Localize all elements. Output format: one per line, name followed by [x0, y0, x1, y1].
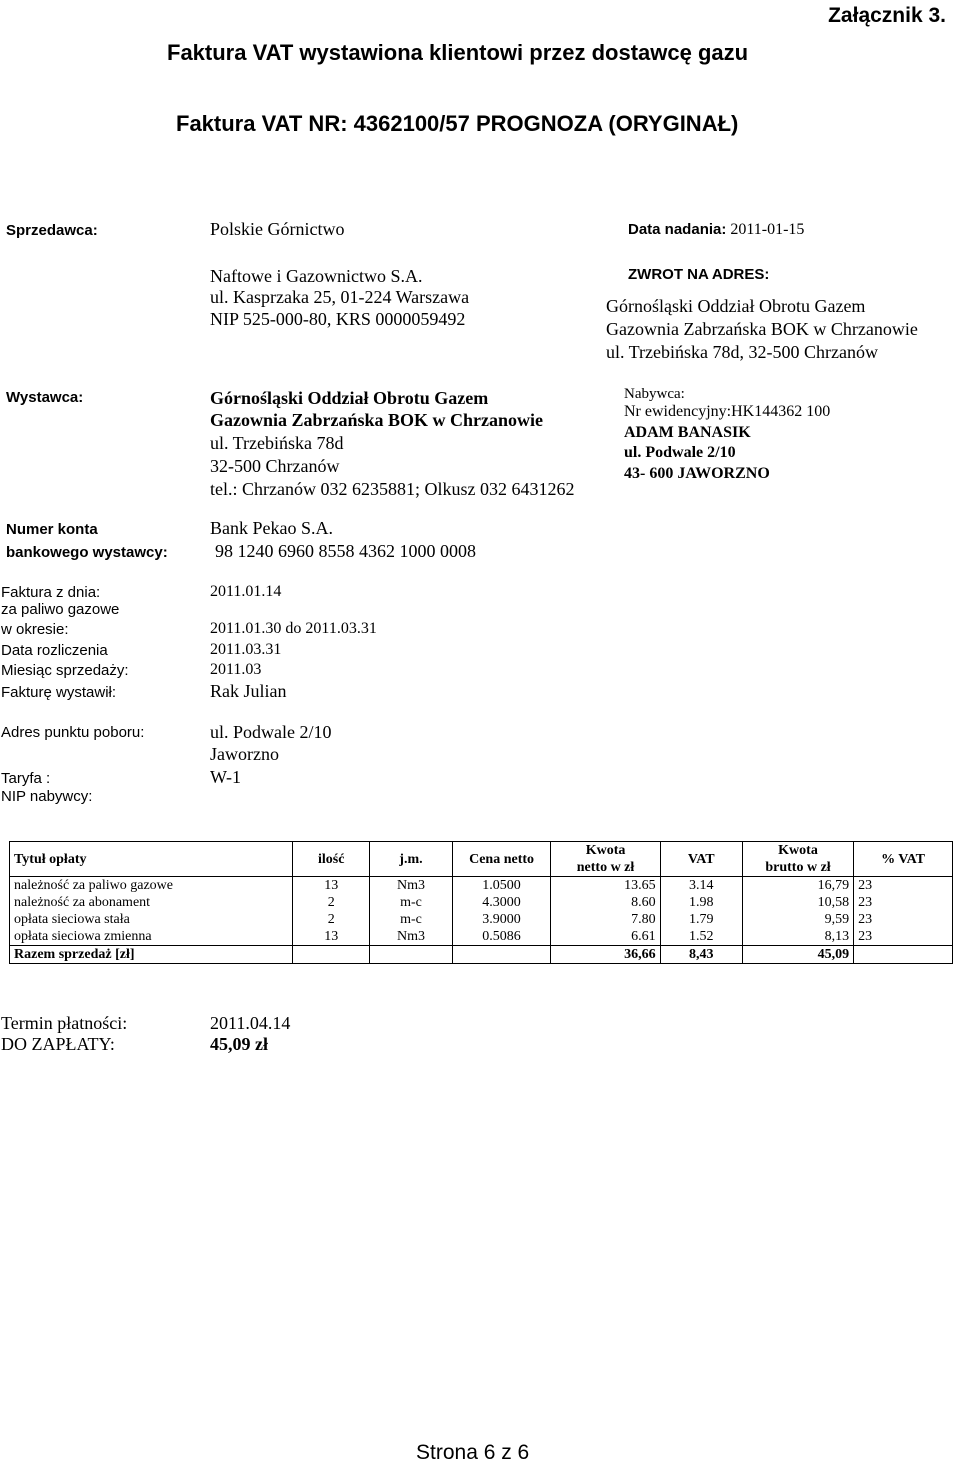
row-title: należność za paliwo gazowe [10, 877, 293, 895]
invoice-date: 2011.01.14 [210, 583, 282, 600]
row-net-amount: 13.65 [551, 877, 660, 895]
row-gross-amount: 16,79 [742, 877, 853, 895]
issue-date [628, 221, 804, 239]
total-empty-unit [370, 946, 452, 964]
row-vat: 1.79 [660, 911, 742, 928]
issue-date-value: 2011-01-15 [730, 221, 805, 238]
row-title: należność za abonament [10, 894, 293, 911]
tariff-value: W-1 [210, 767, 241, 787]
row-gross-amount: 8,13 [742, 928, 853, 946]
col-net-amount-line1: Kwota [585, 843, 626, 858]
row-qty: 13 [293, 877, 370, 895]
bank-name: Bank Pekao S.A. [210, 518, 333, 538]
settlement-date-label: Data rozliczenia [1, 642, 108, 659]
billing-period: 2011.01.30 do 2011.03.31 [210, 620, 377, 637]
row-gross-amount: 9,59 [742, 911, 853, 928]
issuer-line5: tel.: Chrzanów 032 6235881; Olkusz 032 6431262 [210, 479, 575, 499]
row-vat-rate: 23 [854, 894, 953, 911]
col-qty: ilość [293, 842, 370, 877]
col-net-amount [551, 842, 660, 877]
row-unit: Nm3 [370, 928, 452, 946]
issued-by: Rak Julian [210, 681, 287, 701]
return-address-line2: Gazownia Zabrzańska BOK w Chrzanowie [606, 319, 918, 339]
col-gross-amount [742, 842, 853, 877]
buyer-city: 43- 600 JAWORZNO [624, 465, 770, 482]
payment-due-label: Termin płatności: [1, 1013, 128, 1033]
row-net-amount: 8.60 [551, 894, 660, 911]
seller-address: ul. Kasprzaka 25, 01-224 Warszawa [210, 287, 470, 307]
buyer-label: Nabywca: [624, 386, 685, 402]
table-row [10, 928, 953, 946]
issuer-line4: 32-500 Chrzanów [210, 456, 340, 476]
bank-label-line1: Numer konta [6, 521, 98, 538]
col-vat-rate: % VAT [854, 842, 953, 877]
return-address-label: ZWROT NA ADRES: [628, 266, 770, 283]
col-gross-amount-line1: Kwota [778, 843, 818, 858]
amount-due: 45,09 zł [210, 1034, 268, 1054]
sale-month: 2011.03 [210, 661, 262, 678]
col-gross-amount-line2: brutto w zł [765, 860, 831, 875]
row-vat: 1.98 [660, 894, 742, 911]
seller-name-line2: Naftowe i Gazownictwo S.A. [210, 266, 423, 286]
delivery-address-label: Adres punktu poboru: [1, 724, 145, 741]
period-label-line1: za paliwo gazowe [1, 601, 120, 618]
delivery-city: Jaworzno [210, 744, 279, 764]
row-gross-amount: 10,58 [742, 894, 853, 911]
table-row [10, 877, 953, 895]
invoice-number: Faktura VAT NR: 4362100/57 PROGNOZA (ORYGINAŁ) [176, 111, 739, 136]
col-net-price: Cena netto [452, 842, 551, 877]
col-unit: j.m. [370, 842, 452, 877]
row-net-amount: 6.61 [551, 928, 660, 946]
issuer-line2: Gazownia Zabrzańska BOK w Chrzanowie [210, 410, 544, 430]
row-net-price: 4.3000 [452, 894, 551, 911]
page-number: Strona 6 z 6 [416, 1441, 530, 1464]
return-address-line3: ul. Trzebińska 78d, 32-500 Chrzanów [606, 342, 878, 362]
table-total-row [10, 946, 953, 964]
row-qty: 13 [293, 928, 370, 946]
buyer-street: ul. Podwale 2/10 [624, 444, 736, 461]
invoice-items-table [9, 841, 953, 964]
total-empty-rate [854, 946, 953, 964]
seller-nip-krs: NIP 525-000-80, KRS 0000059492 [210, 309, 466, 329]
bank-account: 98 1240 6960 8558 4362 1000 0008 [215, 541, 476, 561]
row-qty: 2 [293, 894, 370, 911]
row-qty: 2 [293, 911, 370, 928]
row-vat-rate: 23 [854, 877, 953, 895]
row-unit: m-c [370, 911, 452, 928]
row-title: opłata sieciowa stała [10, 911, 293, 928]
issue-date-label: Data nadania: [628, 221, 727, 238]
total-empty-price [452, 946, 551, 964]
amount-due-label: DO ZAPŁATY: [1, 1034, 115, 1054]
table-header-row [10, 842, 953, 877]
issuer-line3: ul. Trzebińska 78d [210, 433, 344, 453]
buyer-registry: Nr ewidencyjny:HK144362 100 [624, 403, 831, 420]
bank-label-line2: bankowego wystawcy: [6, 544, 168, 561]
return-address-line1: Górnośląski Oddział Obrotu Gazem [606, 296, 866, 316]
total-label: Razem sprzedaż [zł] [10, 946, 293, 964]
row-vat-rate: 23 [854, 928, 953, 946]
row-net-price: 3.9000 [452, 911, 551, 928]
total-gross-amount: 45,09 [742, 946, 853, 964]
row-title: opłata sieciowa zmienna [10, 928, 293, 946]
row-unit: Nm3 [370, 877, 452, 895]
period-label-line2: w okresie: [1, 621, 69, 638]
page-title: Faktura VAT wystawiona klientowi przez dostawcę gazu [167, 40, 749, 65]
col-net-amount-line2: netto w zł [576, 860, 635, 875]
tariff-label: Taryfa : [1, 770, 51, 787]
settlement-date: 2011.03.31 [210, 641, 282, 658]
invoice-date-label: Faktura z dnia: [1, 584, 101, 601]
total-net-amount: 36,66 [551, 946, 660, 964]
row-vat-rate: 23 [854, 911, 953, 928]
sale-month-label: Miesiąc sprzedaży: [1, 662, 129, 679]
row-net-price: 1.0500 [452, 877, 551, 895]
row-unit: m-c [370, 894, 452, 911]
buyer-name: ADAM BANASIK [624, 424, 751, 441]
issuer-line1: Górnośląski Oddział Obrotu Gazem [210, 388, 489, 408]
total-empty-qty [293, 946, 370, 964]
table-row [10, 911, 953, 928]
attachment-label: Załącznik 3. [828, 4, 946, 27]
row-vat: 3.14 [660, 877, 742, 895]
col-vat: VAT [660, 842, 742, 877]
buyer-nip-label: NIP nabywcy: [1, 788, 93, 805]
seller-label: Sprzedawca: [6, 222, 98, 239]
seller-name-line1: Polskie Górnictwo [210, 219, 345, 239]
col-title: Tytuł opłaty [10, 842, 293, 877]
row-net-amount: 7.80 [551, 911, 660, 928]
issuer-label: Wystawca: [6, 389, 84, 406]
delivery-street: ul. Podwale 2/10 [210, 722, 332, 742]
total-vat: 8,43 [660, 946, 742, 964]
table-row [10, 894, 953, 911]
row-net-price: 0.5086 [452, 928, 551, 946]
issued-by-label: Fakturę wystawił: [1, 684, 117, 701]
row-vat: 1.52 [660, 928, 742, 946]
payment-due-date: 2011.04.14 [210, 1013, 291, 1033]
